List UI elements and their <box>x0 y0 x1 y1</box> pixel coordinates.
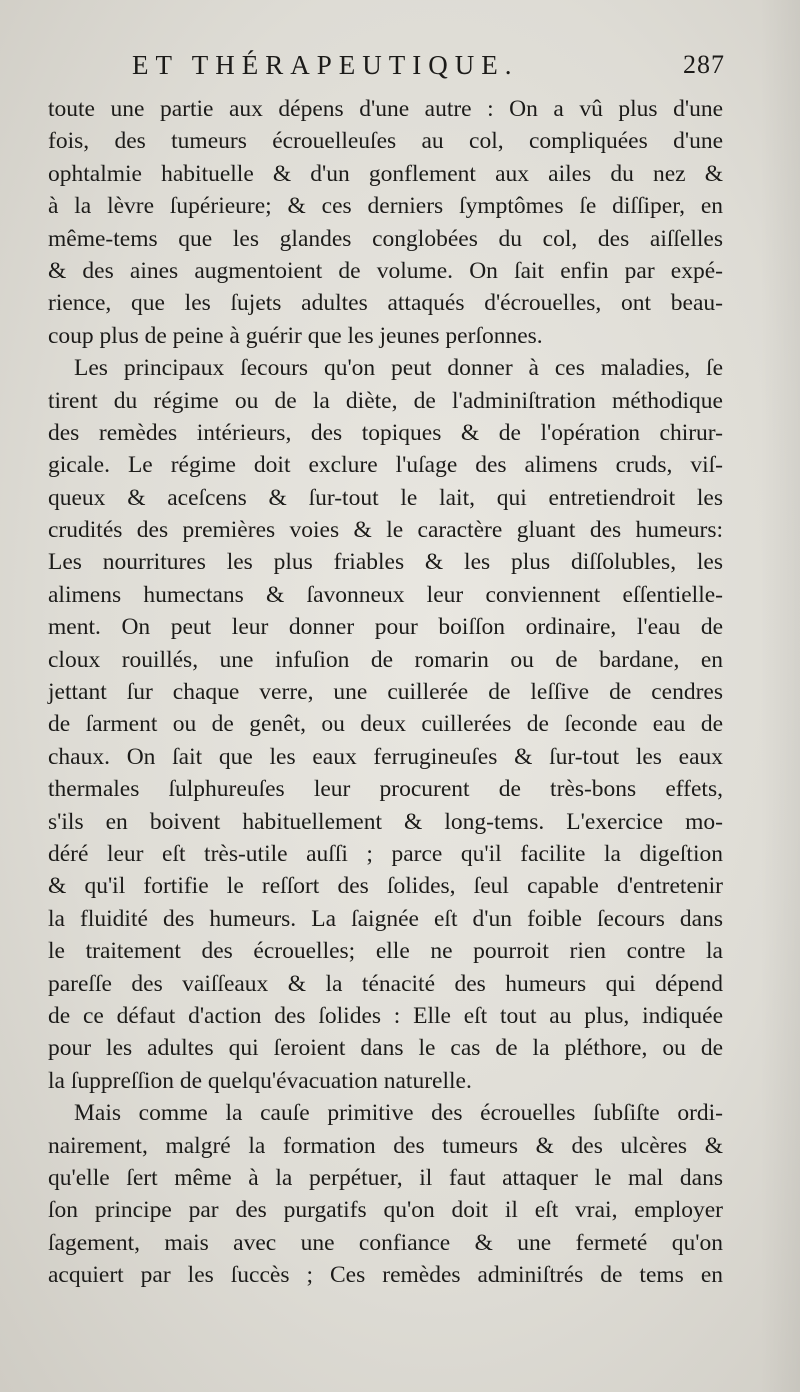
paragraph-start-line: Mais comme la cauſe primitive des écrouelles ſubſiſte ordi- <box>74 1100 723 1127</box>
text-line: fois, des tumeurs écrouelleuſes au col, compliquées d'une <box>48 128 723 155</box>
text-line: cloux rouillés, une infuſion de romarin ou de bardane, en <box>48 646 723 673</box>
text-line: ment. On peut leur donner pour boiſſon ordinaire, l'eau de <box>48 614 723 641</box>
text-line: qu'elle ſert même à la perpétuer, il faut attaquer le mal dans <box>48 1164 723 1191</box>
text-line: chaux. On ſait que les eaux ferrugineuſes & ſur-tout les eaux <box>48 743 723 770</box>
text-line: pareſſe des vaiſſeaux & la ténacité des humeurs qui dépend <box>48 970 723 997</box>
text-line: toute une partie aux dépens d'une autre : On a vû plus d'une <box>48 96 723 122</box>
page-number: 287 <box>683 50 725 79</box>
page-header <box>0 50 800 90</box>
text-line: gicale. Le régime doit exclure l'uſage des alimens cruds, viſ- <box>48 452 723 479</box>
text-line: la fluidité des humeurs. La ſaignée eſt d'un foible ſecours dans <box>48 905 723 932</box>
text-line: ſagement, mais avec une confiance & une fermeté qu'on <box>48 1229 723 1256</box>
running-head: ET THÉRAPEUTIQUE. <box>132 50 519 80</box>
text-line: la ſuppreſſion de quelqu'évacuation naturelle. <box>48 1067 472 1094</box>
text-line: rience, que les ſujets adultes attaqués d'écrouelles, ont beau- <box>48 290 723 317</box>
text-line: thermales ſulphureuſes leur procurent de très-bons effets, <box>48 776 723 803</box>
text-line: coup plus de peine à guérir que les jeunes perſonnes. <box>48 322 543 349</box>
body-text <box>48 93 723 1291</box>
text-line: s'ils en boivent habituellement & long-tems. L'exercice mo- <box>48 808 723 835</box>
paragraph-start-line: Les principaux ſecours qu'on peut donner à ces maladies, ſe <box>74 355 723 382</box>
text-line: acquiert par les ſuccès ; Ces remèdes adminiſtrés de tems en <box>48 1262 723 1289</box>
text-line: de ſarment ou de genêt, ou deux cuillerées de ſeconde eau de <box>48 711 723 738</box>
text-line: ſon principe par des purgatifs qu'on doit il eſt vrai, employer <box>48 1197 723 1224</box>
text-line: de ce défaut d'action des ſolides : Elle eſt tout au plus, indiquée <box>48 1002 723 1029</box>
text-line: même-tems que les glandes conglobées du col, des aiſſelles <box>48 225 723 252</box>
text-line: à la lèvre ſupérieure; & ces derniers ſymptômes ſe diſſiper, en <box>48 193 723 220</box>
page-edge-shadow <box>760 0 800 1392</box>
text-line: crudités des premières voies & le caractère gluant des humeurs: <box>48 517 723 544</box>
text-line: & des aines augmentoient de volume. On ſait enfin par expé- <box>48 257 723 284</box>
text-line: alimens humectans & ſavonneux leur conviennent eſſentielle- <box>48 581 723 608</box>
text-line: ophtalmie habituelle & d'un gonflement aux ailes du nez & <box>48 160 723 187</box>
text-line: pour les adultes qui ſeroient dans le cas de la pléthore, ou de <box>48 1035 723 1062</box>
text-line: queux & aceſcens & ſur-tout le lait, qui entretiendroit les <box>48 484 723 511</box>
text-line: & qu'il fortifie le reſſort des ſolides, ſeul capable d'entretenir <box>48 873 723 900</box>
text-line: déré leur eſt très-utile auſſi ; parce qu'il facilite la digeſtion <box>48 840 723 867</box>
text-line: nairement, malgré la formation des tumeurs & des ulcères & <box>48 1132 723 1159</box>
text-line: des remèdes intérieurs, des topiques & de l'opération chirur- <box>48 419 723 446</box>
text-line: le traitement des écrouelles; elle ne pourroit rien contre la <box>48 938 723 965</box>
text-line: tirent du régime ou de la diète, de l'adminiſtration méthodique <box>48 387 723 414</box>
text-line: jettant ſur chaque verre, une cuillerée de leſſive de cendres <box>48 679 723 706</box>
text-line: Les nourritures les plus friables & les plus diſſolubles, les <box>48 549 723 576</box>
